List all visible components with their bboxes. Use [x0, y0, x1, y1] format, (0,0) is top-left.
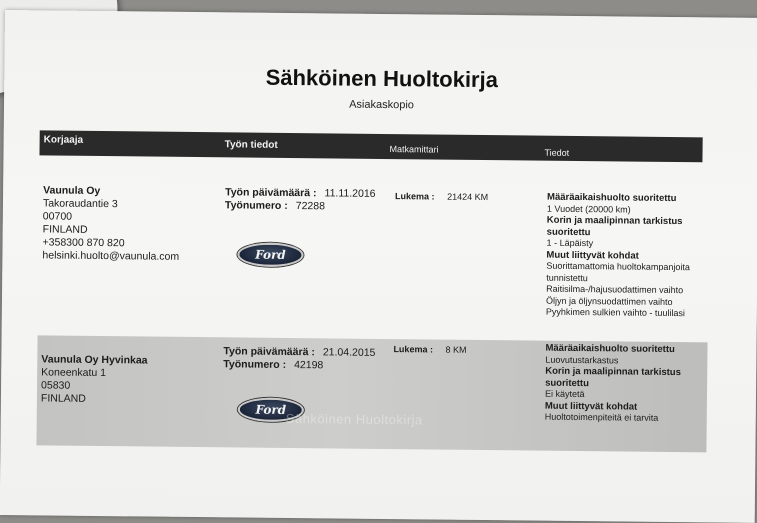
detail-line: 1 - Läpäisty [546, 237, 594, 249]
table-header [39, 130, 702, 162]
detail-line: Luovutustarkastus [545, 354, 619, 365]
detail-line: Määräaikaishuolto suoritettu [547, 191, 677, 205]
detail-line: Korin ja maalipinnan tarkistus [545, 365, 681, 379]
workshop-email: helsinki.huolto@vaunula.com [42, 249, 180, 263]
header-details: Tiedot [544, 147, 570, 158]
workshop-postcode: 05830 [41, 379, 71, 392]
workshop-address: Takoraudantie 3 [42, 197, 118, 211]
ford-logo: Ford [238, 397, 304, 422]
odometer-label: Lukema : [395, 191, 435, 202]
detail-line: Muut liittyvät kohdat [544, 400, 638, 413]
odometer-value: 8 KM [445, 344, 467, 355]
workshop-country: FINLAND [40, 392, 86, 405]
detail-line: Huoltotoimenpiteitä ei tarvita [544, 411, 659, 423]
number-label: Työnumero : [223, 358, 287, 371]
page-title: Sähköinen Huoltokirja [265, 64, 499, 93]
watermark: Sähköinen Huoltokirja [285, 410, 423, 428]
odometer-info [393, 343, 466, 357]
page-subtitle: Asiakaskopio [349, 98, 414, 112]
date-label: Työn päivämäärä : [225, 186, 317, 200]
work-number: 72288 [295, 200, 326, 213]
workshop-info [41, 353, 148, 406]
service-record [38, 178, 709, 325]
work-number: 42198 [294, 359, 324, 372]
detail-line: Ei käytetä [544, 388, 585, 400]
detail-line: Öljyn ja öljynsuodattimen vaihto [545, 295, 673, 307]
details-list [545, 343, 682, 425]
workshop-country: FINLAND [42, 223, 88, 236]
service-record [36, 335, 707, 452]
detail-line: Suorittamattomia huoltokampanjoita [546, 260, 690, 273]
workshop-address: Koneenkatu 1 [41, 366, 107, 380]
detail-line: Raitisilma-/hajusuodattimen vaihto [546, 283, 684, 296]
odometer-value: 21424 KM [447, 191, 489, 203]
detail-line: Korin ja maalipinnan tarkistus [546, 214, 683, 228]
work-info [225, 186, 376, 214]
work-date: 11.11.2016 [324, 187, 376, 200]
detail-line: suoritettu [546, 226, 591, 238]
service-book-page [0, 10, 757, 523]
odometer-label: Lukema : [393, 344, 434, 355]
workshop-info [42, 184, 180, 263]
header-workshop: Korjaaja [43, 134, 84, 146]
detail-line: tunnistettu [546, 272, 588, 283]
details-list [546, 192, 691, 320]
detail-line: Määräaikaishuolto suoritettu [545, 342, 675, 356]
workshop-name: Vaunula Oy Hyvinkaa [41, 353, 148, 367]
header-odometer: Matkamittari [389, 144, 439, 155]
number-label: Työnumero : [224, 199, 288, 212]
detail-line: Muut liittyvät kohdat [546, 249, 639, 262]
date-label: Työn päivämäärä : [223, 345, 315, 359]
work-date: 21.04.2015 [322, 346, 376, 359]
workshop-name: Vaunula Oy [43, 184, 101, 198]
work-info [223, 345, 375, 373]
detail-line: Pyyhkimen sulkien vaihto - tuulilasi [545, 306, 685, 319]
detail-line: suoritettu [545, 377, 589, 389]
workshop-phone: +358300 870 820 [42, 236, 125, 250]
header-work-info: Työn tiedot [224, 139, 278, 151]
ford-logo: Ford [237, 242, 303, 267]
workshop-postcode: 00700 [42, 210, 73, 223]
odometer-info [395, 190, 488, 204]
detail-line: 1 Vuodet (20000 km) [546, 203, 631, 215]
